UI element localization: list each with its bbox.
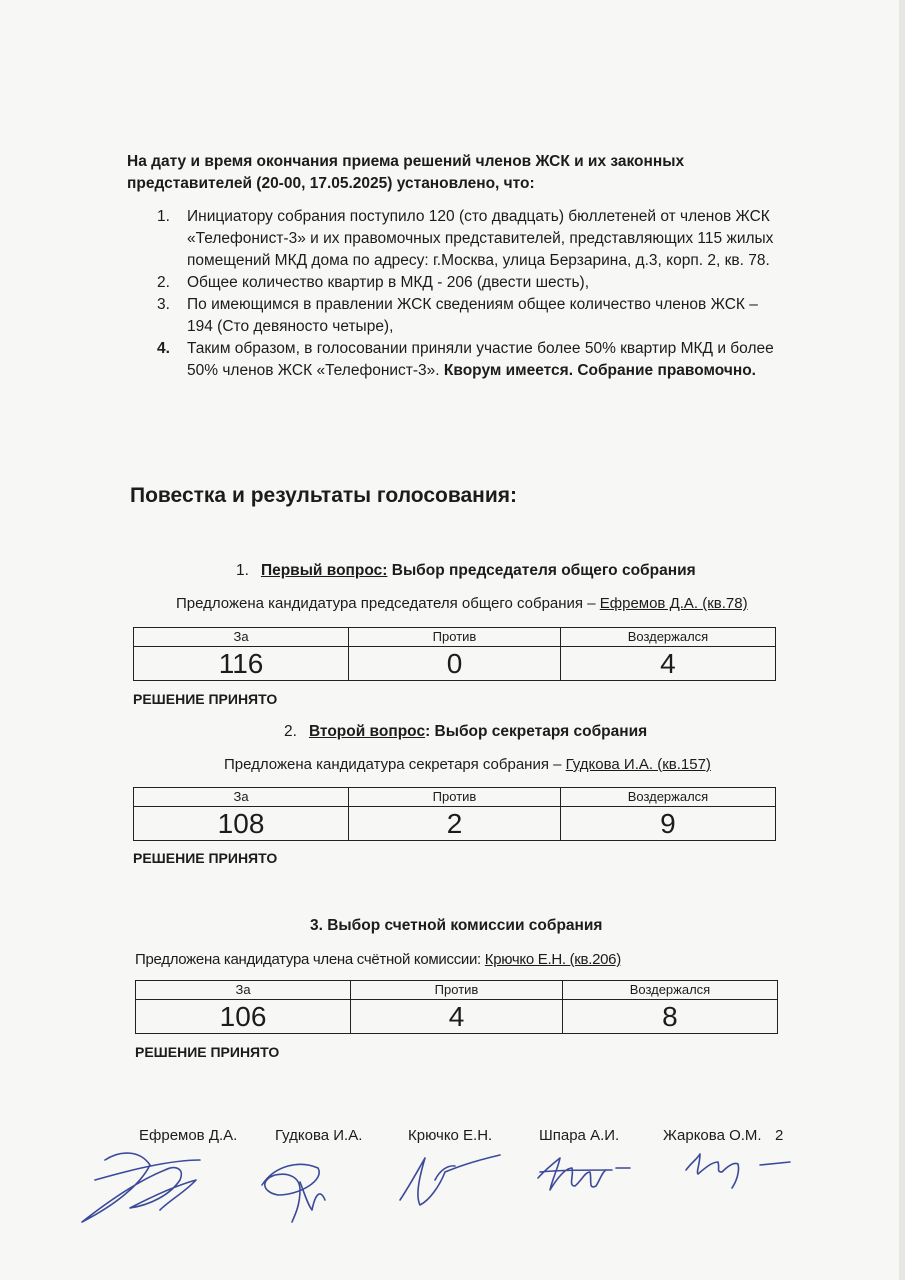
intro-paragraph: На дату и время окончания приема решений членов ЖСК и их законных представителей (20-00, 17.05.2025) установлено, что: bbox=[127, 153, 685, 192]
list-number: 2. bbox=[157, 274, 170, 291]
question-number: 1. bbox=[236, 562, 249, 579]
signer-name: Ефремов Д.А. bbox=[139, 1127, 238, 1144]
value-for: 116 bbox=[134, 647, 349, 681]
value-abstain: 8 bbox=[562, 1000, 777, 1034]
value-against: 0 bbox=[349, 647, 561, 681]
header-for: За bbox=[134, 628, 349, 647]
signer-name: Крючко Е.Н. bbox=[408, 1127, 493, 1144]
list-number: 1. bbox=[157, 208, 170, 225]
value-for: 106 bbox=[136, 1000, 351, 1034]
question-3-title: 3. Выбор счетной комиссии собрания bbox=[310, 917, 603, 934]
signature-zharkova bbox=[686, 1154, 790, 1188]
fact-text: По имеющимся в правлении ЖСК сведениям общее количество членов ЖСК – 194 (Сто девяносто четыре), bbox=[187, 296, 758, 335]
question-label: Второй вопрос bbox=[308, 723, 426, 740]
signer-name: Шпара А.И. bbox=[539, 1127, 620, 1144]
value-against: 4 bbox=[351, 1000, 563, 1034]
question-text: Выбор председателя общего собрания bbox=[391, 562, 696, 579]
candidate-name: Гудкова И.А. (кв.157) bbox=[565, 756, 711, 773]
header-abstain: Воздержался bbox=[560, 628, 775, 647]
list-number: 3. bbox=[157, 296, 170, 313]
header-abstain: Воздержался bbox=[560, 788, 775, 807]
quorum-statement: Кворум имеется. Собрание правомочно. bbox=[443, 362, 756, 379]
candidate-name: Ефремов Д.А. (кв.78) bbox=[599, 595, 748, 612]
fact-text: Таким образом, в голосовании приняли участие более 50% квартир МКД и более 50% членов ЖСК «Телефонист-3». bbox=[187, 340, 774, 379]
value-for: 108 bbox=[134, 807, 349, 841]
fact-text: Общее количество квартир в МКД - 206 (двести шесть), bbox=[187, 274, 590, 291]
question-number: 2. bbox=[284, 723, 297, 740]
question-label: Первый вопрос: bbox=[260, 562, 388, 579]
header-abstain: Воздержался bbox=[562, 981, 777, 1000]
list-number: 4. bbox=[157, 340, 170, 357]
proposal-text: Предложена кандидатура секретаря собрания – bbox=[224, 756, 562, 773]
signature-efremov bbox=[82, 1153, 200, 1222]
signer-name: Жаркова О.М. bbox=[663, 1127, 762, 1144]
question-text: : Выбор секретаря собрания bbox=[425, 723, 648, 740]
header-against: Против bbox=[349, 788, 561, 807]
decision-2: РЕШЕНИЕ ПРИНЯТО bbox=[133, 850, 278, 866]
header-against: Против bbox=[351, 981, 563, 1000]
agenda-heading: Повестка и результаты голосования: bbox=[130, 484, 517, 507]
header-for: За bbox=[134, 788, 349, 807]
signature-kryuchko bbox=[400, 1155, 500, 1205]
proposal-text: Предложена кандидатура члена счётной комиссии: bbox=[135, 951, 481, 968]
fact-text: Инициатору собрания поступило 120 (сто двадцать) бюллетеней от членов ЖСК «Телефонист-3» и их правомочных представителей, представляющих 115 жилых помещений МКД дома по адресу: г.Москва, улица Берзарина, д.3, корп. 2, кв. 78. bbox=[187, 208, 774, 269]
signature-gudkova bbox=[262, 1164, 325, 1222]
proposal-text: Предложена кандидатура председателя общего собрания – bbox=[176, 595, 596, 612]
header-against: Против bbox=[349, 628, 561, 647]
decision-1: РЕШЕНИЕ ПРИНЯТО bbox=[133, 691, 278, 707]
value-against: 2 bbox=[349, 807, 561, 841]
candidate-name: Крючко Е.Н. (кв.206) bbox=[484, 951, 621, 968]
header-for: За bbox=[136, 981, 351, 1000]
signer-name: Гудкова И.А. bbox=[275, 1127, 363, 1144]
decision-3: РЕШЕНИЕ ПРИНЯТО bbox=[135, 1044, 280, 1060]
value-abstain: 9 bbox=[560, 807, 775, 841]
value-abstain: 4 bbox=[560, 647, 775, 681]
page-number: 2 bbox=[775, 1127, 784, 1144]
signature-shpara bbox=[538, 1158, 630, 1190]
